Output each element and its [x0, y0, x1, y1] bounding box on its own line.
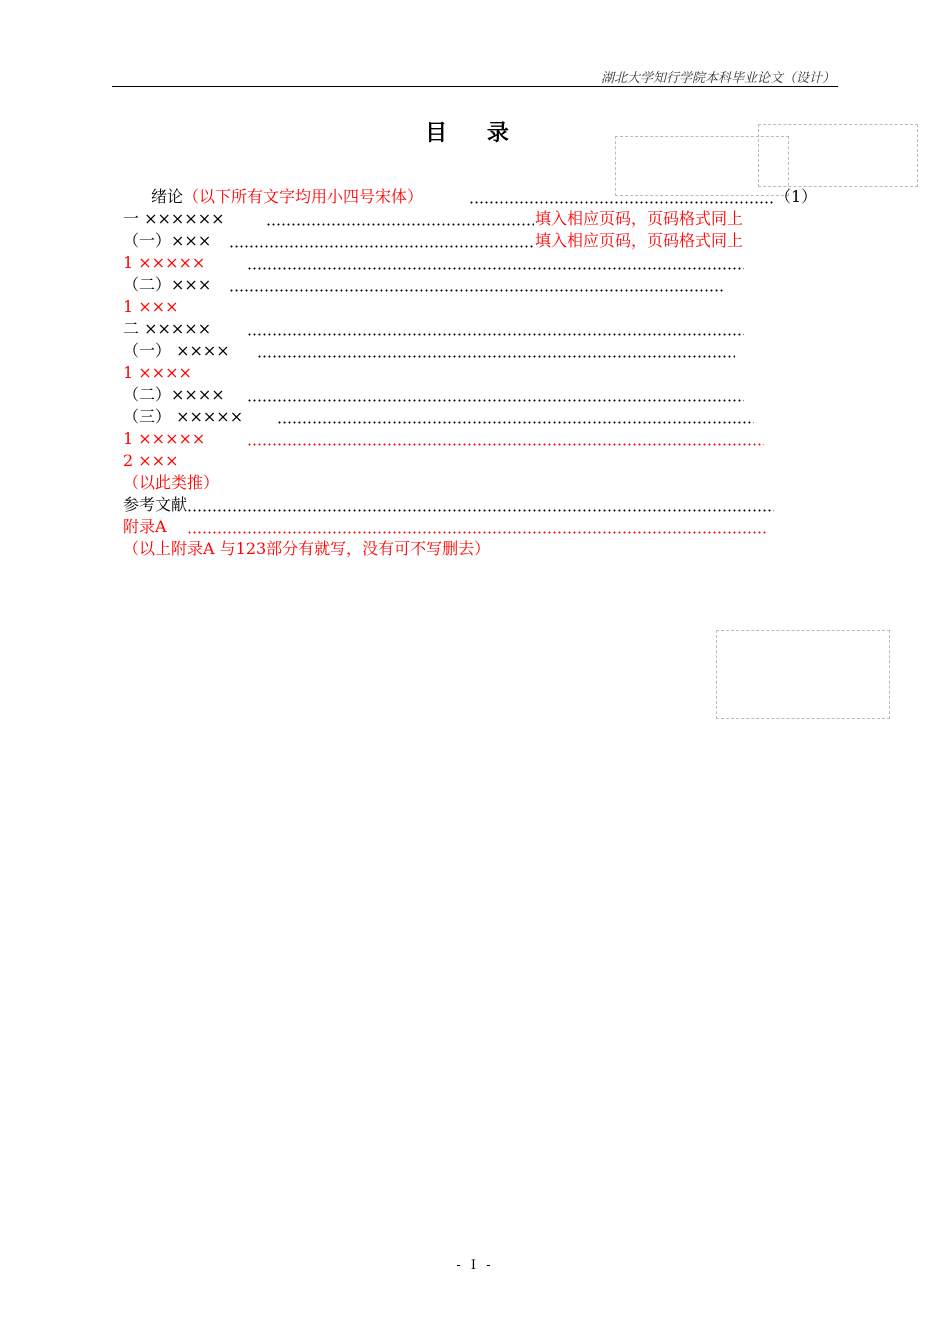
- dot-leader: [266, 223, 534, 226]
- page-number: - I -: [456, 1258, 494, 1273]
- toc-entry-note: （以下所有文字均用小四号宋体）: [183, 187, 424, 206]
- toc-entry[interactable]: [123, 406, 803, 428]
- dot-leader: [247, 267, 744, 270]
- toc-entry[interactable]: [123, 296, 803, 318]
- toc-entry[interactable]: [123, 428, 803, 450]
- toc-entry-page: 填入相应页码，页码格式同上: [535, 231, 744, 250]
- dot-leader: [247, 443, 764, 446]
- header-rule: [112, 86, 838, 87]
- dot-leader: [187, 509, 774, 512]
- toc-note: （以上附录A 与123部分有就写，没有可不写删去）: [123, 539, 491, 558]
- comment-box: [758, 124, 918, 187]
- dot-leader: [247, 399, 744, 402]
- toc-entry-label: （一） ××××: [123, 341, 230, 360]
- dot-leader: [229, 289, 724, 292]
- toc-entry-page: 填入相应页码，页码格式同上: [535, 209, 744, 228]
- toc-entry[interactable]: [123, 252, 803, 274]
- toc-entry-label: （二）××××: [123, 385, 225, 404]
- toc-entry-label: 参考文献: [123, 495, 188, 514]
- dot-leader: [277, 421, 754, 424]
- toc-entry-label: 1 ×××××: [123, 429, 206, 448]
- toc-note: （以此类推）: [123, 473, 220, 492]
- dot-leader: [187, 531, 767, 534]
- toc-entry-label: 1 ××××: [123, 363, 192, 382]
- toc-entry[interactable]: [123, 318, 803, 340]
- toc-entry[interactable]: [123, 384, 803, 406]
- toc-entry: [123, 538, 803, 560]
- toc-entry[interactable]: [123, 274, 803, 296]
- toc-entry-label: 二 ×××××: [123, 319, 212, 338]
- toc-entry-label: 2 ×××: [123, 451, 179, 470]
- toc-entry[interactable]: [123, 208, 803, 230]
- toc-entry-label: 附录A: [123, 517, 167, 536]
- comment-box: [716, 630, 890, 719]
- dot-leader: [469, 201, 773, 204]
- toc-entry-label: （三） ×××××: [123, 407, 244, 426]
- toc-entry-label: 1 ×××: [123, 297, 179, 316]
- toc-entry[interactable]: [123, 340, 803, 362]
- toc-entry-appendix[interactable]: [123, 516, 803, 538]
- toc-entry-introduction[interactable]: [123, 186, 818, 208]
- toc-entry-page: （1）: [775, 187, 818, 206]
- toc-entry: [123, 472, 803, 494]
- toc-entry[interactable]: [123, 362, 803, 384]
- toc-entry-label: 绪论: [151, 187, 184, 206]
- toc-entry[interactable]: [123, 450, 803, 472]
- toc-entry-label: （二）×××: [123, 275, 212, 294]
- toc-entry-label: 一 ××××××: [123, 209, 225, 228]
- page-title: 目 录: [425, 121, 525, 146]
- table-of-contents: [123, 186, 818, 560]
- toc-entry-label: （一）×××: [123, 231, 212, 250]
- dot-leader: [247, 333, 744, 336]
- dot-leader: [229, 245, 534, 248]
- dot-leader: [257, 355, 735, 358]
- toc-entry-references[interactable]: [123, 494, 803, 516]
- toc-entry-label: 1 ×××××: [123, 253, 206, 272]
- header-text: 湖北大学知行学院本科毕业论文（设计）: [600, 71, 835, 86]
- toc-entry[interactable]: [123, 230, 803, 252]
